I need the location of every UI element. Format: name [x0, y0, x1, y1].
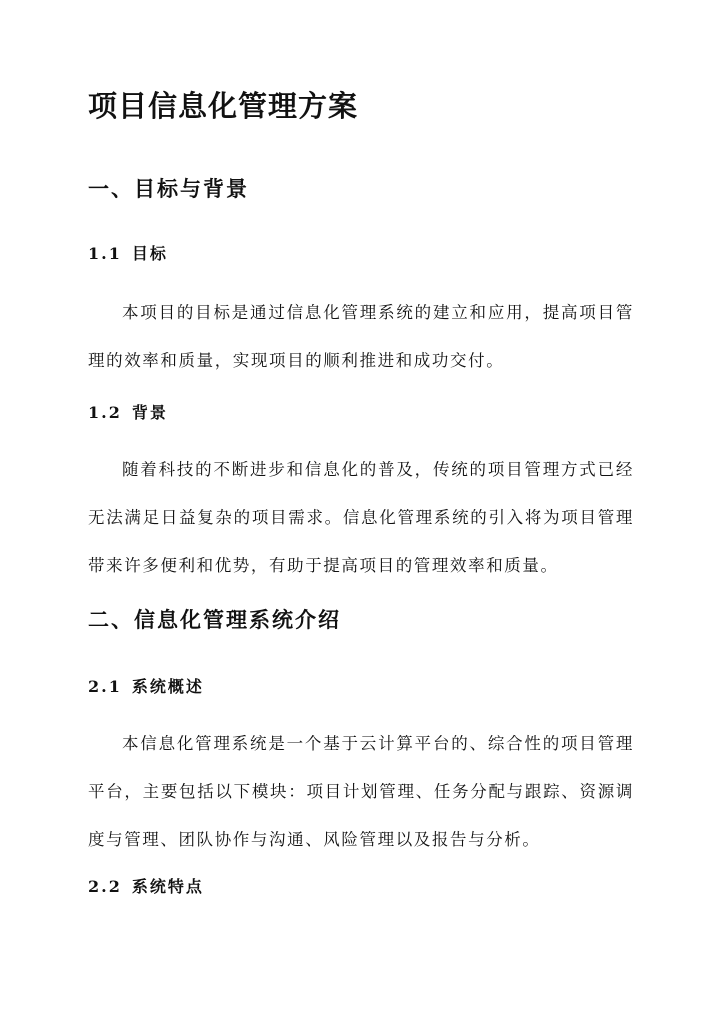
subsection-heading-1-2 — [88, 400, 168, 426]
section-heading-system-intro: 二、信息化管理系统介绍 — [88, 607, 341, 632]
subsection-title: 系统特点 — [131, 877, 204, 896]
subsection-heading-1-1 — [88, 241, 168, 267]
paragraph-system-overview: 本信息化管理系统是一个基于云计算平台的、综合性的项目管理平台，主要包括以下模块：项目计划管理、任务分配与跟踪、资源调度与管理、团队协作与沟通、风险管理以及报告与分析。 — [88, 734, 634, 849]
subsection-heading-2-2 — [88, 874, 204, 900]
document-title: 项目信息化管理方案 — [88, 89, 359, 123]
paragraph-background: 随着科技的不断进步和信息化的普及，传统的项目管理方式已经无法满足日益复杂的项目需求。信息化管理系统的引入将为项目管理带来许多便利和优势，有助于提高项目的管理效率和质量。 — [88, 460, 634, 575]
subsection-number: 2.2 — [88, 877, 122, 896]
section-heading-goals-background: 一、目标与背景 — [88, 176, 249, 201]
subsection-number: 1.1 — [88, 244, 122, 263]
subsection-heading-2-1 — [88, 674, 204, 700]
subsection-number: 2.1 — [88, 677, 122, 696]
subsection-title: 背景 — [131, 403, 168, 422]
subsection-title: 目标 — [131, 244, 168, 263]
subsection-number: 1.2 — [88, 403, 122, 422]
subsection-title: 系统概述 — [131, 677, 204, 696]
paragraph-goals: 本项目的目标是通过信息化管理系统的建立和应用，提高项目管理的效率和质量，实现项目的顺利推进和成功交付。 — [88, 303, 634, 370]
